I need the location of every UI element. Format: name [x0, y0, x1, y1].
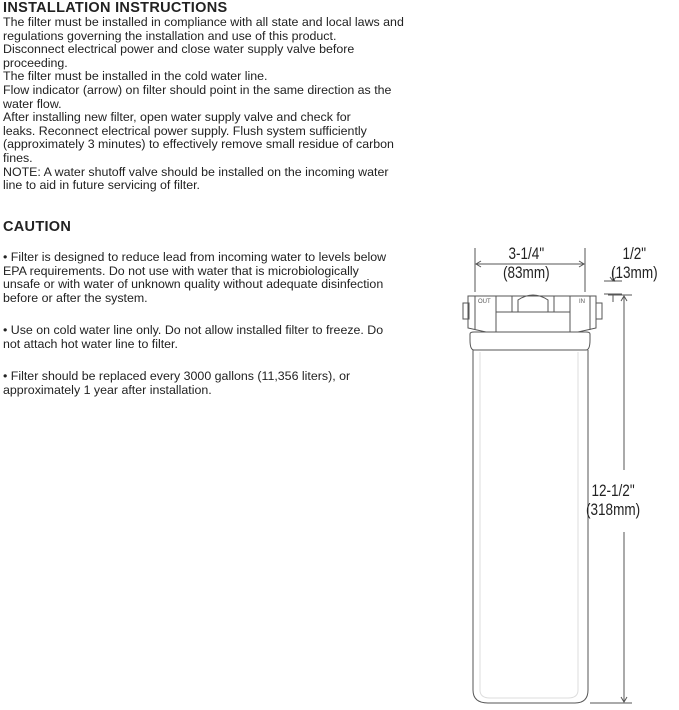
filter-cartridge: [470, 332, 590, 703]
height-metric: (318mm): [586, 501, 641, 519]
installation-line: Disconnect electrical power and close water supply valve before: [3, 42, 355, 57]
installation-line: The filter must be installed in compliance with all state and local laws and: [3, 15, 404, 29]
caution-line: • Filter should be replaced every 3000 gallons (11,356 liters), or: [3, 369, 351, 383]
installation-line: proceeding.: [3, 55, 68, 70]
caution-line: • Filter is designed to reduce lead from incoming water to levels below: [3, 250, 387, 264]
filter-head: [463, 295, 602, 332]
installation-line: water flow.: [3, 96, 62, 111]
installation-line: leaks. Reconnect electrical power supply. Flush system sufficiently: [3, 123, 367, 138]
caution-line: EPA requirements. Do not use with water that is microbiologically: [3, 263, 359, 278]
width-dimension-label: [503, 245, 550, 283]
installation-heading: INSTALLATION INSTRUCTIONS: [3, 0, 228, 16]
caution-line: • Use on cold water line only. Do not allow installed filter to freeze. Do: [3, 323, 384, 337]
caution-line: unsafe or with water of unknown quality without adequate disinfection: [3, 277, 384, 292]
installation-line: The filter must be installed in the cold water line.: [3, 69, 268, 84]
caution-line: before or after the system.: [3, 290, 148, 305]
installation-line: regulations governing the installation and use of this product.: [3, 28, 337, 43]
installation-line: After installing new filter, open water supply valve and check for: [3, 110, 351, 125]
depth-metric: (13mm): [611, 264, 658, 282]
installation-line: fines.: [3, 150, 33, 165]
depth-dimension-label: [611, 245, 658, 283]
caution-heading: CAUTION: [3, 219, 72, 235]
caution-line: approximately 1 year after installation.: [3, 382, 212, 397]
height-imperial: 12-1/2": [591, 482, 635, 500]
in-port-label: IN: [579, 299, 585, 305]
installation-line: NOTE: A water shutoff valve should be installed on the incoming water: [3, 164, 389, 179]
installation-line: Flow indicator (arrow) on filter should point in the same direction as the: [3, 82, 392, 97]
depth-imperial: 1/2": [622, 245, 647, 263]
width-metric: (83mm): [503, 264, 550, 282]
installation-line: line to aid in future servicing of filter.: [3, 178, 200, 193]
height-dimension-label: [586, 482, 640, 520]
width-imperial: 3-1/4": [508, 245, 545, 263]
installation-line: (approximately 3 minutes) to effectively remove small residue of carbon: [3, 137, 394, 152]
out-port-label: OUT: [478, 299, 491, 305]
caution-line: not attach hot water line to filter.: [3, 336, 178, 351]
